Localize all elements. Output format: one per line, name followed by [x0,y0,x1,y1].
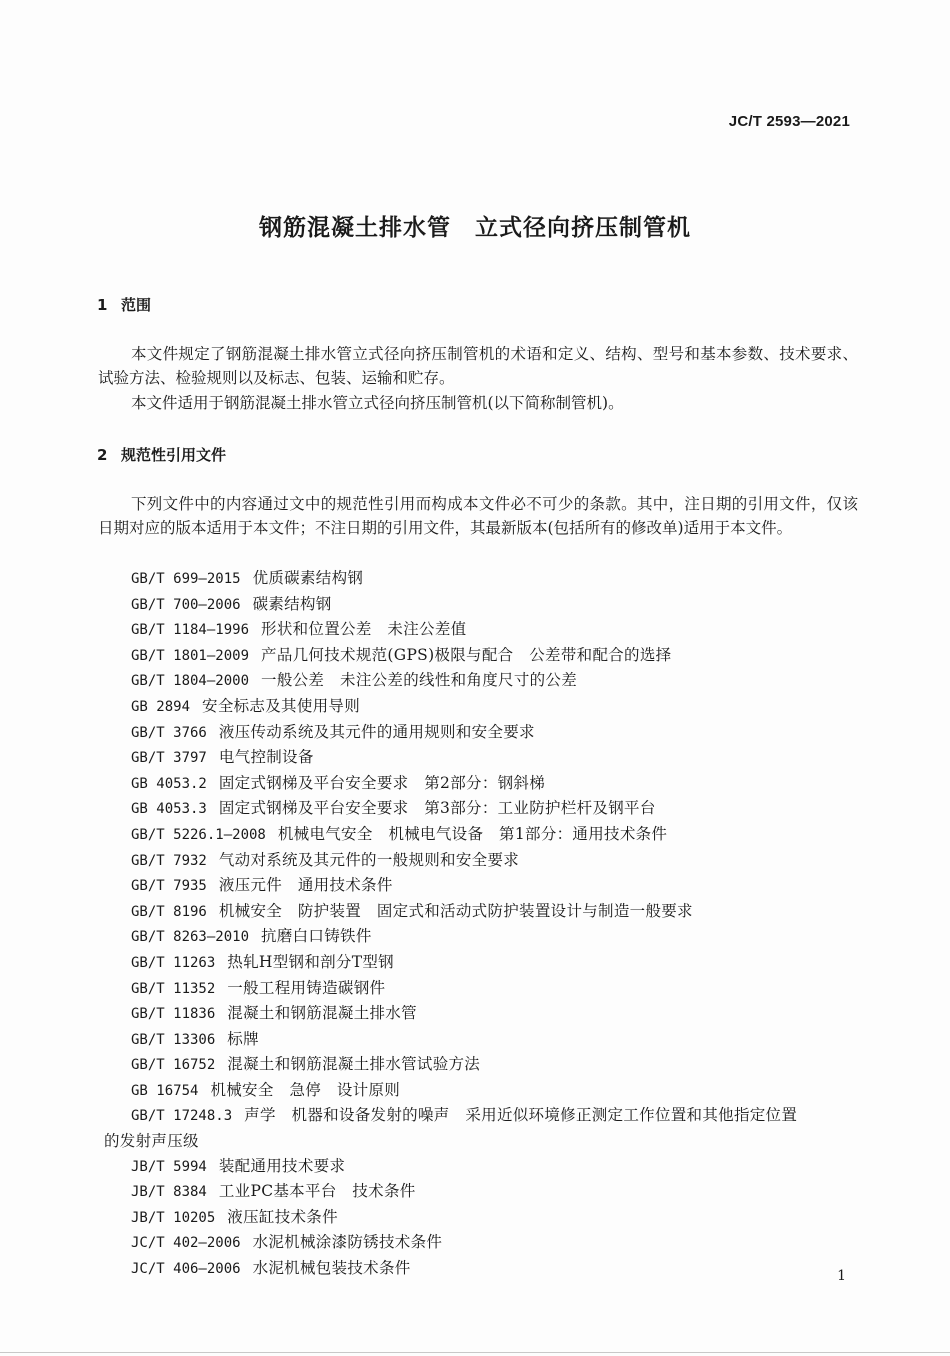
reference-title: 电气控制设备 [218,748,314,767]
reference-title: 优质碳素结构钢 [252,569,364,587]
standard-code: JC/T 2593—2021 [728,113,850,130]
reference-code: GB/T 1801—2009 [131,647,250,664]
reference-title: 产品几何技术规范(GPS)极限与配合 公差带和配合的选择 [261,645,672,664]
reference-code: GB/T 7932 [131,852,207,869]
reference-item [98,1001,868,1027]
section-1-title: 范围 [121,296,152,314]
reference-title: 机械安全 急停 设计原则 [210,1080,401,1099]
reference-code: GB/T 5226.1—2008 [131,826,266,843]
reference-title: 机械电气安全 机械电气设备 第1部分：通用技术条件 [277,824,668,843]
reference-title: 液压缸技术条件 [227,1207,338,1226]
reference-code: GB/T 11263 [131,954,216,971]
reference-code: GB/T 8263—2010 [131,929,250,946]
reference-code: GB/T 17248.3 [131,1108,233,1125]
reference-code: GB/T 7935 [131,878,207,895]
reference-title: 标牌 [227,1029,259,1048]
reference-title: 混凝土和钢筋混凝土排水管 [227,1004,417,1023]
reference-item [98,822,868,848]
reference-item [98,848,868,874]
reference-title: 机械安全 防护装置 固定式和活动式防护装置设计与制造一般要求 [218,901,693,920]
reference-code: GB/T 13306 [131,1031,216,1048]
section-2-number: 2 [97,446,108,464]
references-intro: 下列文件中的内容通过文中的规范性引用而构成本文件必不可少的条款。其中，注日期的引用文件，仅该日期对应的版本适用于本文件；不注日期的引用文件，其最新版本(包括所有的修改单)适用于本文件。 [98,495,858,537]
reference-code: GB/T 11836 [131,1006,216,1023]
reference-item [98,1078,868,1104]
reference-code: JC/T 402—2006 [131,1235,241,1252]
reference-title-continuation: 的发射声压级 [104,1132,199,1151]
reference-code: GB/T 8196 [131,903,207,920]
reference-item [98,643,868,669]
reference-item [98,1027,868,1053]
reference-item [98,976,868,1002]
reference-title: 一般工程用铸造碳钢件 [227,978,386,997]
reference-list [98,566,868,1282]
reference-code: GB/T 3797 [131,750,207,767]
reference-code: JB/T 8384 [131,1184,207,1201]
reference-item [98,1256,868,1282]
reference-title: 形状和位置公差 未注公差值 [261,620,467,639]
reference-title: 一般公差 未注公差的线性和角度尺寸的公差 [261,671,578,690]
reference-title: 水泥机械涂漆防锈技术条件 [252,1233,443,1252]
reference-code: GB 4053.3 [131,801,207,818]
reference-code: JC/T 406—2006 [131,1261,241,1278]
scope-paragraph-1: 本文件规定了钢筋混凝土排水管立式径向挤压制管机的术语和定义、结构、型号和基本参数、技术要求、试验方法、检验规则以及标志、包装、运输和贮存。 [98,345,858,387]
reference-title: 碳素结构钢 [252,594,332,613]
reference-title: 工业PC基本平台 技术条件 [218,1182,416,1201]
reference-item [98,1230,868,1256]
reference-item [98,745,868,771]
reference-title: 热轧H型钢和剖分T型钢 [227,952,394,971]
reference-title: 气动对系统及其元件的一般规则和安全要求 [218,850,520,869]
reference-code: GB/T 11352 [131,980,216,997]
reference-item [98,771,868,797]
reference-item [98,924,868,950]
reference-code: GB/T 3766 [131,724,207,741]
reference-code: GB/T 1804—2000 [131,673,250,690]
reference-item [98,950,868,976]
reference-code: GB/T 699—2015 [131,571,241,587]
reference-item [98,617,868,643]
reference-title: 固定式钢梯及平台安全要求 第3部分：工业防护栏杆及钢平台 [218,799,656,818]
reference-code: JB/T 5994 [131,1158,207,1175]
reference-item [98,1205,868,1231]
reference-title: 抗磨白口铸铁件 [261,927,372,946]
reference-item [98,668,868,694]
reference-title: 安全标志及其使用导则 [202,696,361,715]
reference-item [98,1103,868,1153]
reference-title: 固定式钢梯及平台安全要求 第2部分：钢斜梯 [218,773,546,792]
page-number: 1 [837,1268,846,1284]
reference-item [98,873,868,899]
section-1-number: 1 [97,296,108,314]
section-1-heading [97,294,151,315]
section-2-title: 规范性引用文件 [121,446,227,464]
reference-code: GB/T 16752 [131,1057,216,1074]
reference-title: 水泥机械包装技术条件 [252,1259,411,1278]
reference-item [98,720,868,746]
document-title: 钢筋混凝土排水管 立式径向挤压制管机 [259,215,691,241]
reference-item [98,566,868,592]
reference-title: 液压传动系统及其元件的通用规则和安全要求 [218,722,535,741]
reference-item [98,592,868,618]
reference-item [98,899,868,925]
reference-code: GB 4053.2 [131,775,207,792]
reference-title: 装配通用技术要求 [218,1156,346,1175]
reference-item [98,1052,868,1078]
reference-item [98,694,868,720]
reference-title: 声学 机器和设备发射的噪声 采用近似环境修正测定工作位置和其他指定位置 [244,1106,798,1125]
reference-code: GB/T 1184—1996 [131,622,250,639]
reference-code: GB 2894 [131,698,191,715]
scope-paragraph-2: 本文件适用于钢筋混凝土排水管立式径向挤压制管机(以下简称制管机)。 [131,394,624,412]
reference-code: GB 16754 [131,1082,199,1099]
reference-code: JB/T 10205 [131,1209,216,1226]
reference-title: 混凝土和钢筋混凝土排水管试验方法 [227,1055,481,1074]
reference-item [98,1154,868,1180]
reference-title: 液压元件 通用技术条件 [218,876,393,895]
section-2-heading [97,444,226,465]
page-bottom-edge [0,1352,950,1353]
reference-code: GB/T 700—2006 [131,596,241,613]
reference-item [98,796,868,822]
reference-item [98,1179,868,1205]
